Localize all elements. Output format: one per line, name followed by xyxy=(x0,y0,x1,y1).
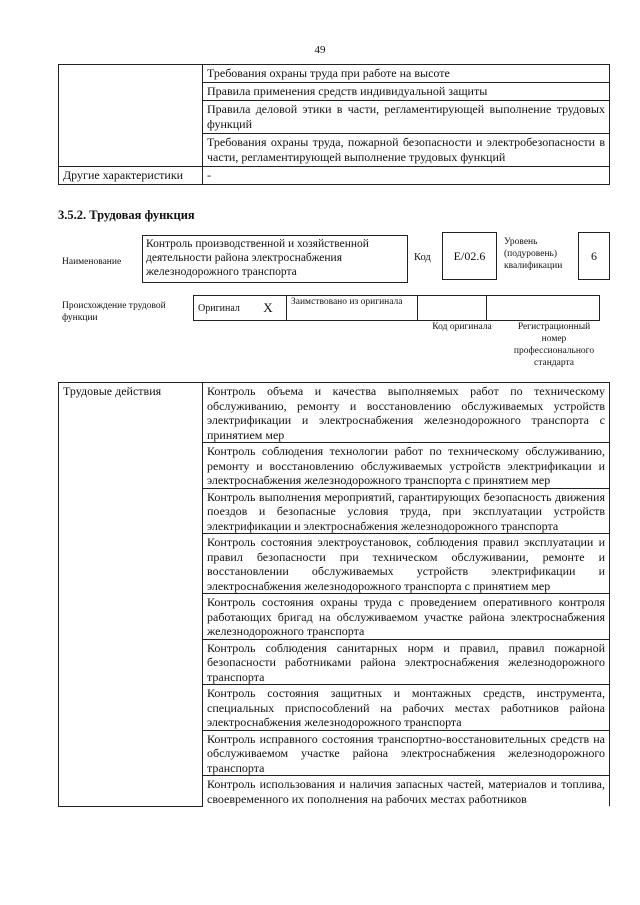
original-label: Оригинал xyxy=(194,296,251,321)
labor-actions-label: Трудовые действия xyxy=(59,383,203,807)
level-label: Уровень (подуровень) квалификации xyxy=(504,237,563,271)
requirement-cell: Правила применения средств индивидуальной защиты xyxy=(203,83,610,101)
other-characteristics-label: Другие характеристики xyxy=(59,167,203,185)
continuation-table xyxy=(58,64,610,185)
level-box xyxy=(578,232,610,280)
other-characteristics-value: - xyxy=(203,167,610,185)
labor-action-cell: Контроль выполнения мероприятий, гарантирующих безопасность движения поездов и безопасные условия труда, при эксплуатации устройств электрификации и электроснабжения железнодорожного транспорта xyxy=(203,488,610,534)
origin-table xyxy=(193,295,600,321)
labor-action-cell: Контроль состояния электроустановок, соблюдения правил эксплуатации и правил безопасности при техническом обслуживании, ремонте и восстановлении обслуживаемых устройств электрификации и электроснабжения железнодорожного транспорта с принятием мер xyxy=(203,534,610,594)
labor-action-cell: Контроль исправного состояния транспортно-восстановительных средств на обслуживаемом участке района электроснабжения железнодорожного транспорта xyxy=(203,730,610,776)
function-name-box: Контроль производственной и хозяйственной деятельности района электроснабжения железнодорожного транспорта xyxy=(142,235,408,283)
borrowed-label: Заимствовано из оригинала xyxy=(287,296,418,321)
level-value: 6 xyxy=(591,248,597,263)
code-original-cell xyxy=(418,296,487,321)
code-label: Код xyxy=(414,252,431,263)
requirement-cell: Правила деловой этики в части, регламентирующей выполнение трудовых функций xyxy=(203,101,610,134)
page-number: 49 xyxy=(314,44,326,56)
labor-action-cell: Контроль состояния защитных и монтажных средств, инструмента, специальных приспособлений на рабочих местах работников района электроснабжения железнодорожного транспорта xyxy=(203,685,610,731)
labor-action-cell: Контроль объема и качества выполняемых работ по техническому обслуживанию, ремонту и восстановлению обслуживаемых устройств электрификации и электроснабжения железнодорожного транспорта с принятием мер xyxy=(203,383,610,443)
labor-action-cell: Контроль использования и наличия запасных частей, материалов и топлива, своевременного их пополнения на рабочих местах работников xyxy=(203,776,610,807)
empty-label-cell xyxy=(59,65,203,167)
labor-action-cell: Контроль соблюдения технологии работ по техническому обслуживанию, ремонту и восстановлению обслуживаемых устройств электрификации и электроснабжения железнодорожного транспорта с принятием мер xyxy=(203,443,610,489)
labor-actions-table xyxy=(58,382,610,807)
code-original-caption: Код оригинала xyxy=(432,322,492,332)
original-mark: X xyxy=(250,296,287,321)
reg-number-cell xyxy=(487,296,600,321)
function-code-box xyxy=(442,232,497,280)
labor-action-cell: Контроль соблюдения санитарных норм и правил, правил пожарной безопасности работниками района электроснабжения железнодорожного транспорта xyxy=(203,639,610,685)
reg-number-caption: Регистрационный номер профессионального стандарта xyxy=(513,322,595,368)
section-title: 3.5.2. Трудовая функция xyxy=(58,208,195,222)
name-label: Наименование xyxy=(62,257,122,267)
requirement-cell: Требования охраны труда, пожарной безопасности и электробезопасности в части, регламентирующей выполнение трудовых функций xyxy=(203,134,610,167)
function-code-value: E/02.6 xyxy=(453,248,486,263)
labor-action-cell: Контроль состояния охраны труда с проведением оперативного контроля работающих бригад на обслуживаемом участке района электроснабжения железнодорожного транспорта xyxy=(203,594,610,640)
origin-label: Происхождение трудовой функции xyxy=(62,301,166,323)
requirement-cell: Требования охраны труда при работе на высоте xyxy=(203,65,610,83)
